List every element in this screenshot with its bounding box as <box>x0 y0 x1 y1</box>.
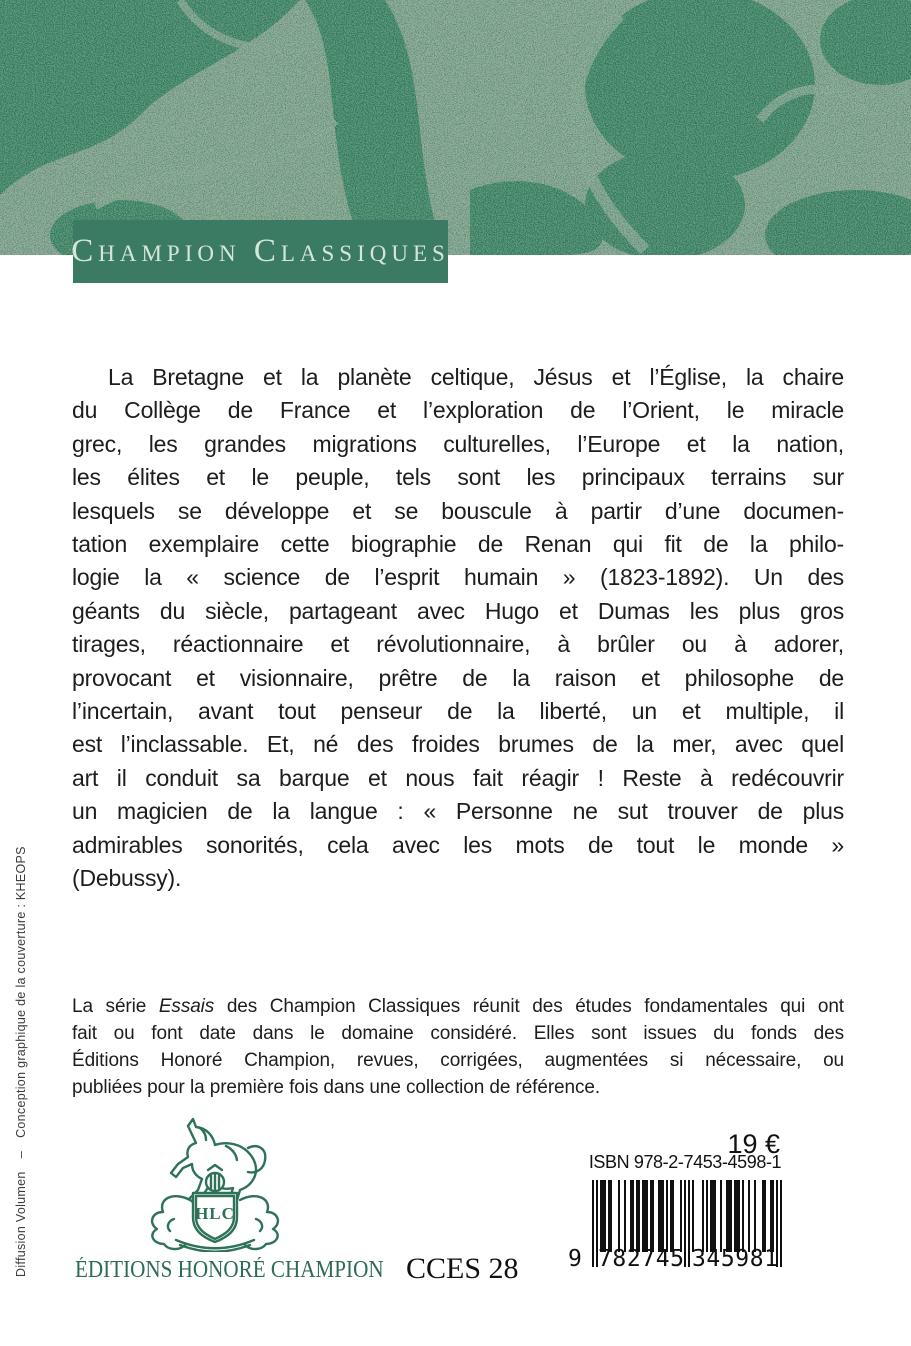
barcode-digits <box>568 1246 782 1272</box>
blurb-line: du Collège de France et l’exploration de l’Orient, le miracle <box>72 397 844 424</box>
blurb-line: La Bretagne et la planète celtique, Jésus et l’Église, la chaire <box>108 364 844 390</box>
series-note-text: La série <box>72 996 159 1017</box>
blurb-line: (Debussy). <box>72 865 182 892</box>
blurb-line: art il conduit sa barque et nous fait réagir ! Reste à redécouvrir <box>72 764 844 791</box>
blurb-line: logie la « science de l’esprit humain » (1823-1892). Un des <box>72 564 844 591</box>
ean13-barcode <box>568 1180 782 1280</box>
series-note-line <box>72 993 844 1020</box>
series-note-italic: Essais <box>158 996 215 1017</box>
back-cover-blurb <box>72 361 844 896</box>
series-note <box>72 993 844 1101</box>
series-note-line: publiées pour la première fois dans une collection de référence. <box>72 1077 601 1098</box>
barcode-digits-left: 7 8 2 7 4 5 <box>598 1246 684 1272</box>
blurb-line: lesquels se développe et se bouscule à partir d’une documen- <box>72 497 844 524</box>
barcode-digits-right: 3 4 5 9 8 1 <box>692 1246 778 1272</box>
marbled-header-band <box>0 0 911 255</box>
blurb-line: un magicien de la langue : « Personne ne sut trouver de plus <box>72 798 844 825</box>
hlc-emblem-icon <box>130 1116 300 1252</box>
spine-credit: Diffusion Volumen – Conception graphique de la couverture : KHEOPS <box>14 846 28 1277</box>
price: 19 € <box>727 1129 780 1159</box>
blurb-line: les élites et le peuple, tels sont les principaux terrains sur <box>72 464 844 491</box>
isbn-label: ISBN 978-2-7453-4598-1 <box>588 1152 782 1172</box>
publisher-name: ÉDITIONS HONORÉ CHAMPION <box>75 1257 384 1283</box>
blurb-line: provocant et visionnaire, prêtre de la raison et philosophe de <box>72 664 844 691</box>
blurb-line: l’incertain, avant tout penseur de la liberté, un et multiple, il <box>72 698 844 725</box>
marbled-texture <box>0 0 911 255</box>
series-note-line: fait ou font date dans le domaine considéré. Elles sont issues du fonds des <box>72 1023 844 1044</box>
publisher-logo <box>130 1116 300 1252</box>
barcode-digit-lead: 9 <box>568 1246 582 1272</box>
series-banner <box>73 220 448 283</box>
barcode-bars <box>592 1180 782 1252</box>
series-banner-label: Champion Classiques <box>71 233 450 269</box>
blurb-line: grec, les grandes migrations culturelles, l’Europe et la nation, <box>72 430 844 457</box>
blurb-line: tation exemplaire cette biographie de Renan qui fit de la philo- <box>72 531 844 558</box>
blurb-line: géants du siècle, partageant avec Hugo et Dumas les plus gros <box>72 597 844 624</box>
blurb-line: admirables sonorités, cela avec les mots de tout le monde » <box>72 831 844 858</box>
blurb-line: tirages, réactionnaire et révolutionnaire, à brûler ou à adorer, <box>72 631 844 658</box>
collection-code: CCES 28 <box>406 1252 519 1285</box>
blurb-line: est l’inclassable. Et, né des froides brumes de la mer, avec quel <box>72 731 844 758</box>
logo-monogram: HLC <box>195 1204 235 1223</box>
series-note-line: Éditions Honoré Champion, revues, corrigées, augmentées si nécessaire, ou <box>72 1050 844 1071</box>
series-note-text: des Champion Classiques réunit des études fondamentales qui ont <box>214 996 844 1017</box>
